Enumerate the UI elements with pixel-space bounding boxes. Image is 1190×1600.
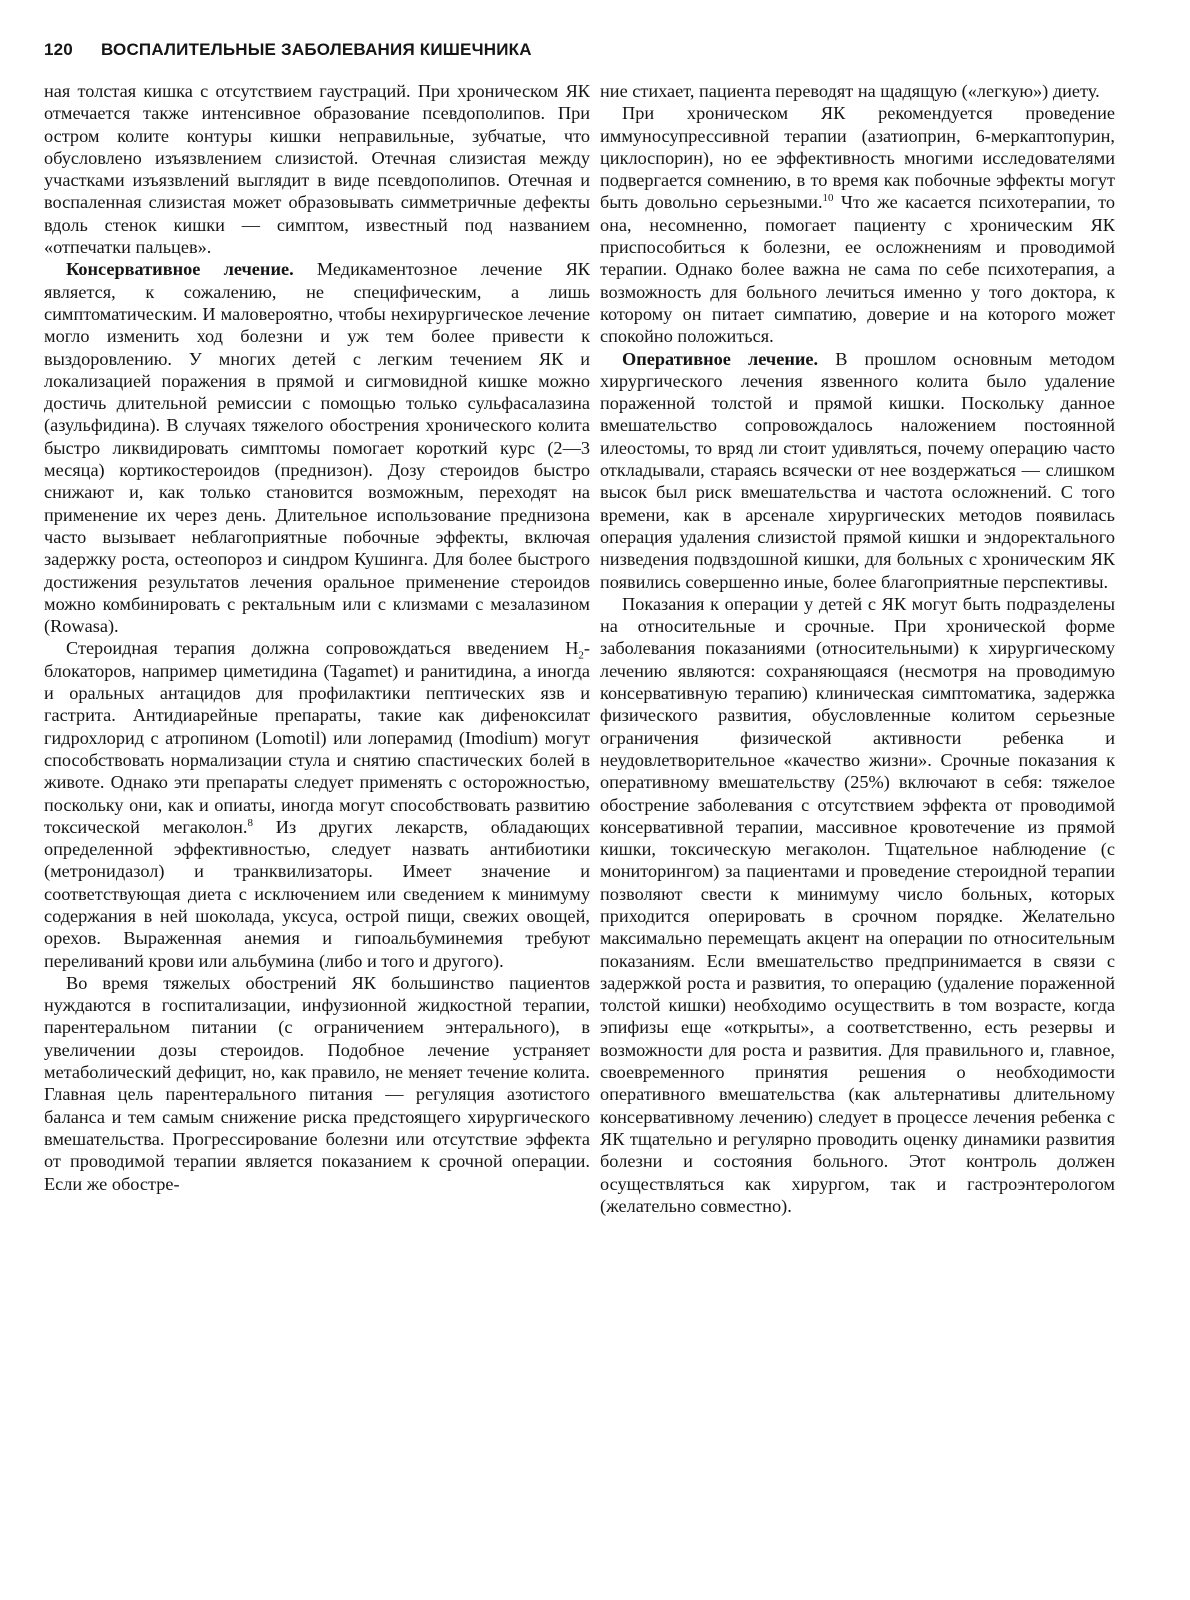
paragraph [600,348,1115,593]
paragraph: ная толстая кишка с отсутствием гаустраций. При хроническом ЯК отмечается также интенсивное образование псевдополипов. При остром колите контуры кишки неправильные, зубчатые, что обусловлено изъязвлением слизистой. Отечная слизистая между участками изъязвлений выглядит в виде псевдополипов. Отечная и воспаленная слизистая может образовывать симметричные дефекты вдоль стенок кишки — симптом, известный под названием «отпечатки пальцев». [44,81,590,258]
paragraph-text: Что же касается психотерапии, то она, несомненно, помогает пациенту с хроническим ЯК приспособиться к болезни, ее осложнениям и проводимой терапии. Однако более важна не сама по себе психотерапия, а возможность для больного лечиться именно у того доктора, к которому он питает симпатию, доверие и на которого может спокойно положиться. [600,192,1115,347]
paragraph-text: Медикаментозное лечение ЯК является, к сожалению, не специфическим, а лишь симптоматическим. И маловероятно, чтобы нехирургическое лечение могло изменить ход болезни и уж тем более привести к выздоровлению. У многих детей с легким течением ЯК и локализацией поражения в прямой и сигмовидной кишке можно достичь длительной ремиссии с помощью только сульфасалазина (азульфидина). В случаях тяжелого обострения хронического колита быстро ликвидировать симптомы помогает короткий курс (2—3 месяца) кортикостероидов (преднизон). Дозу стероидов быстро снижают и, как только становится возможным, переходят на применение их через день. Длительное использование преднизона часто вызывает неблагоприятные побочные эффекты, включая задержку роста, остеопороз и синдром Кушинга. Для более быстрого достижения результатов лечения оральное применение стероидов можно комбинировать с ректальным или с клизмами с мезалазином (Rowasa). [44,259,590,637]
paragraph-text: -блокаторов, например циметидина (Tagamet) и ранитидина, а иногда и оральных антацидов для профилактики пептических язв и гастрита. Антидиарейные препараты, такие как дифеноксилат гидрохлорид с атропином (Lomotil) или лоперамид (Imodium) могут способствовать нормализации стула и снятию спастических болей в животе. Однако эти препараты следует применять с осторожностью, поскольку они, как и опиаты, иногда могут способствовать развитию токсической мегаколон. [44,638,590,837]
section-heading: Оперативное лечение. [622,348,819,369]
paragraph: ние стихает, пациента переводят на щадящую («легкую») диету. [600,81,1100,101]
running-title: ВОСПАЛИТЕЛЬНЫЕ ЗАБОЛЕВАНИЯ КИШЕЧНИКА [100,40,532,59]
section-heading: Консервативное лечение. [66,259,294,280]
paragraph-text: Из других лекарств, обладающих определенной эффективностью, следует назвать антибиотики (метронидазол) и транквилизаторы. Имеет значение и соответствующая диета с исключением или сведением к минимуму содержания в ней шоколада, уксуса, острой пищи, свежих овощей, орехов. Выраженная анемия и гипоальбуминемия требуют переливаний крови или альбумина (либо и того и другого). [44,816,590,971]
paragraph [600,102,1115,347]
left-column [44,80,590,1195]
paragraph-text: В прошлом основным методом хирургического лечения язвенного колита было удаление пораженной толстой и прямой кишки. Поскольку данное вмешательство сопровождалось наложением постоянной илеостомы, то вряд ли стоит удивляться, почему операцию часто откладывали, стараясь всячески от нее воздержаться — слишком высок был риск вмешательства и частота осложнений. С того времени, как в арсенале хирургических методов появилась операция удаления слизистой прямой кишки и эндоректального низведения подвздошной кишки, для больных с хроническим ЯК появились совершенно иные, более благоприятные перспективы. [600,348,1115,592]
paragraph [44,258,590,637]
running-head [44,40,1154,60]
paragraph-text: Стероидная терапия должна сопровождаться введением H [66,638,579,659]
subscript: 2 [578,650,584,663]
paragraph [44,637,590,971]
page-number: 120 [44,40,73,59]
footnote-ref: 8 [247,816,254,829]
paragraph: Показания к операции у детей с ЯК могут быть подразделены на относительные и срочные. При хронической форме заболевания показаниями (относительными) к хирургическому лечению являются: сохраняющаяся (несмотря на проводимую консервативную терапию) клиническая симптоматика, задержка физического развития, обусловленные колитом серьезные ограничения физической активности ребенка и неудовлетворительное «качество жизни». Срочные показания к оперативному вмешательству (25%) включают в себя: тяжелое обострение заболевания с отсутствием эффекта от проводимой консервативной терапии, массивное кровотечение из прямой кишки, токсическую мегаколон. Тщательное наблюдение (с мониторингом) за пациентами и проведение стероидной терапии позволяют свести к минимуму число больных, которых приходится оперировать в срочном порядке. Желательно максимально перемещать акцент на операции по относительным показаниям. Если вмешательство предпринимается в связи с задержкой роста и развития, то операцию (удаление пораженной толстой кишки) необходимо осуществить в том возрасте, когда эпифизы еще «открыты», а соответственно, есть резервы и возможности для роста и развития. Для правильного и, главное, своевременного принятия решения о необходимости оперативного вмешательства (как альтернативы длительному консервативному лечению) следует в процессе лечения ребенка с ЯК тщательно и регулярно проводить оценку динамики развития болезни и состояния больного. Этот контроль должен осуществляться как хирургом, так и гастроэнтерологом (желательно совместно). [600,593,1115,1216]
right-column [600,80,1115,1217]
paragraph: Во время тяжелых обострений ЯК большинство пациентов нуждаются в госпитализации, инфузионной жидкостной терапии, парентеральном питании (с ограничением энтерального), в увеличении дозы стероидов. Подобное лечение устраняет метаболический дефицит, но, как правило, не меняет течение колита. Главная цель парентерального питания — регуляция азотистого баланса и тем самым снижение риска предстоящего хирургического вмешательства. Прогрессирование болезни или отсутствие эффекта от проводимой терапии является показанием к срочной операции. Если же обостре- [44,972,590,1194]
paragraph-text: При хроническом ЯК рекомендуется проведение иммуносупрессивной терапии (азатиоприн, 6-меркаптопурин, циклоспорин), но ее эффективность многими исследователями подвергается сомнению, в то время как побочные эффекты могут быть довольно серьезными. [600,103,1115,213]
footnote-ref: 10 [822,192,834,205]
